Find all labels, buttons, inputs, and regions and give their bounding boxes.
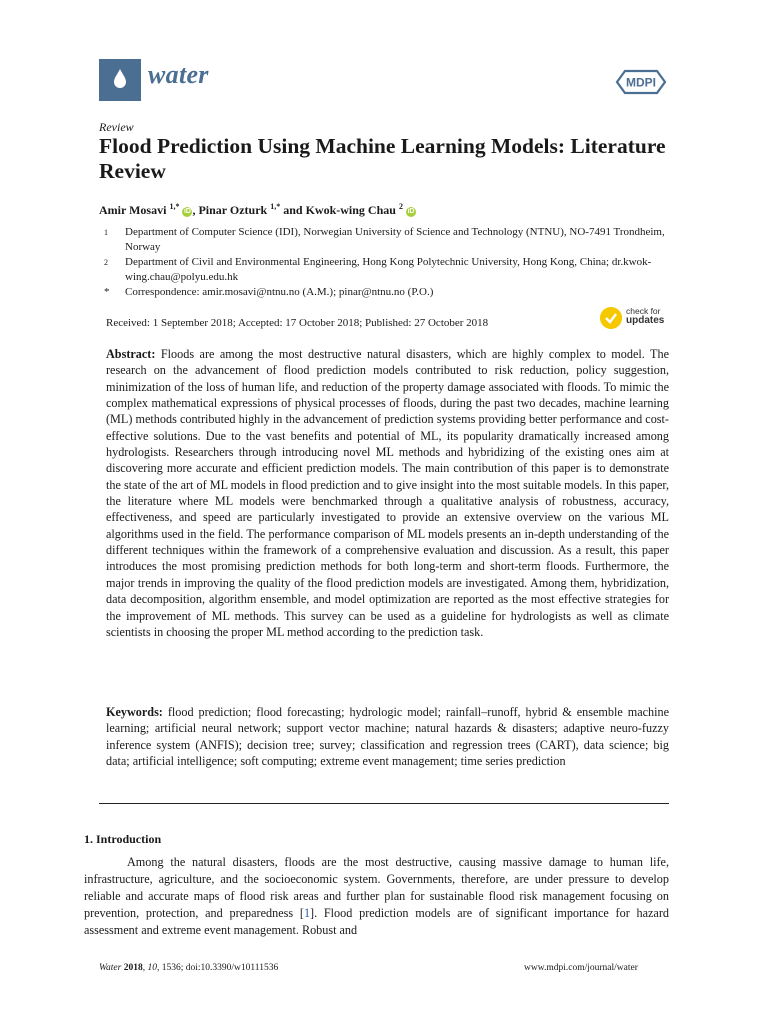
author-affiliation-mark: 1,* [270, 202, 281, 211]
water-drop-icon [99, 59, 141, 101]
check-updates-line1: check for [626, 306, 661, 316]
journal-logo [99, 59, 141, 101]
publication-dates: Received: 1 September 2018; Accepted: 17 October 2018; Published: 27 October 2018 [106, 317, 489, 329]
check-updates-line2: updates [626, 315, 665, 326]
article-type: Review [99, 120, 134, 134]
check-updates-icon [600, 307, 622, 329]
abstract-label: Abstract: [106, 347, 156, 361]
introduction-body [84, 854, 669, 939]
citation-link[interactable]: 1 [303, 906, 311, 920]
section-divider [99, 803, 669, 804]
author-name[interactable]: Pinar Ozturk [198, 203, 268, 217]
journal-name: water [148, 60, 209, 89]
orcid-icon[interactable]: iD [183, 208, 191, 215]
abstract [106, 346, 669, 640]
footer-citation: Water 2018, 10, 1536; doi:10.3390/w10111536 [99, 963, 279, 973]
mdpi-logo-icon [613, 67, 669, 97]
check-for-updates-badge[interactable] [600, 305, 680, 333]
introduction-paragraph: Among the natural disasters, floods are the most destructive, causing massive damage to human life, infrastructure, agriculture, and the socioeconomic system. Governments, therefore, are under pressure to develop reliable and accurate maps of flood risk areas and further plan for sustainable flood risk management focusing on prevention, protection, and preparedness [1]. Flood prediction models are of significant importance for hazard assessment and extreme event management. Robust and [84, 855, 669, 937]
orcid-icon[interactable]: iD [407, 208, 415, 215]
keywords-text: flood prediction; flood forecasting; hydrologic model; rainfall–runoff, hybrid & ensemble machine learning; artificial neural network; support vector machine; natural hazards & disasters; adaptive neuro-fuzzy inference system (ANFIS); decision tree; survey; classification and regression trees (CART), data science; big data; artificial intelligence; soft computing; extreme event management; time series prediction [106, 705, 670, 769]
paper-title: Flood Prediction Using Machine Learning Models: Literature Review [99, 134, 666, 183]
author-name[interactable]: Kwok-wing Chau [305, 203, 396, 217]
abstract-text: Floods are among the most destructive natural disasters, which are highly complex to model. The research on the advancement of flood prediction models contributed to risk reduction, policy suggestion, minimization of the loss of human life, and reduction of the property damage associated with floods. To mimic the complex mathematical expressions of physical processes of floods, during the past two decades, machine learning (ML) methods contributed highly in the advancement of prediction systems providing better performance and cost-effective solutions. Due to the vast benefits and potential of ML, its popularity dramatically increased among hydrologists. Researchers through introducing novel ML methods and hybridizing of the existing ones aim at discovering more accurate and efficient prediction models. The main contribution of this paper is to demonstrate the state of the art of ML models in flood prediction and to give insight into the most suitable models. In this paper, the literature where ML models were benchmarked through a qualitative analysis of robustness, accuracy, effectiveness, and speed are particularly investigated to provide an extensive overview on the various ML algorithms used in the field. The performance comparison of ML models presents an in-depth understanding of the different techniques within the framework of a comprehensive evaluation and discussion. As a result, this paper introduces the most promising prediction methods for both long-term and short-term floods. Furthermore, the major trends in improving the quality of the flood prediction models are investigated. Among them, hybridization, data decomposition, algorithm ensemble, and model optimization are reported as the most effective strategies for the improvement of ML methods. This survey can be used as a guideline for hydrologists as well as climate scientists in choosing the proper ML method according to the prediction task. [106, 347, 669, 639]
author-name[interactable]: Amir Mosavi [99, 203, 167, 217]
publisher-name: MDPI [626, 75, 656, 90]
author-list: Amir Mosavi $^{1,*}$ iD , Pinar Ozturk $^{1,*}$ and Kwok-wing Chau $^2$ iD [99, 202, 415, 217]
author-affiliation-mark: 1,* [169, 202, 180, 211]
footer-url[interactable]: www.mdpi.com/journal/water [524, 963, 638, 973]
author-affiliation-mark: 2 [398, 202, 403, 211]
keywords [106, 704, 669, 769]
section-heading: 1. Introduction [84, 832, 162, 846]
keywords-label: Keywords: [106, 705, 163, 719]
